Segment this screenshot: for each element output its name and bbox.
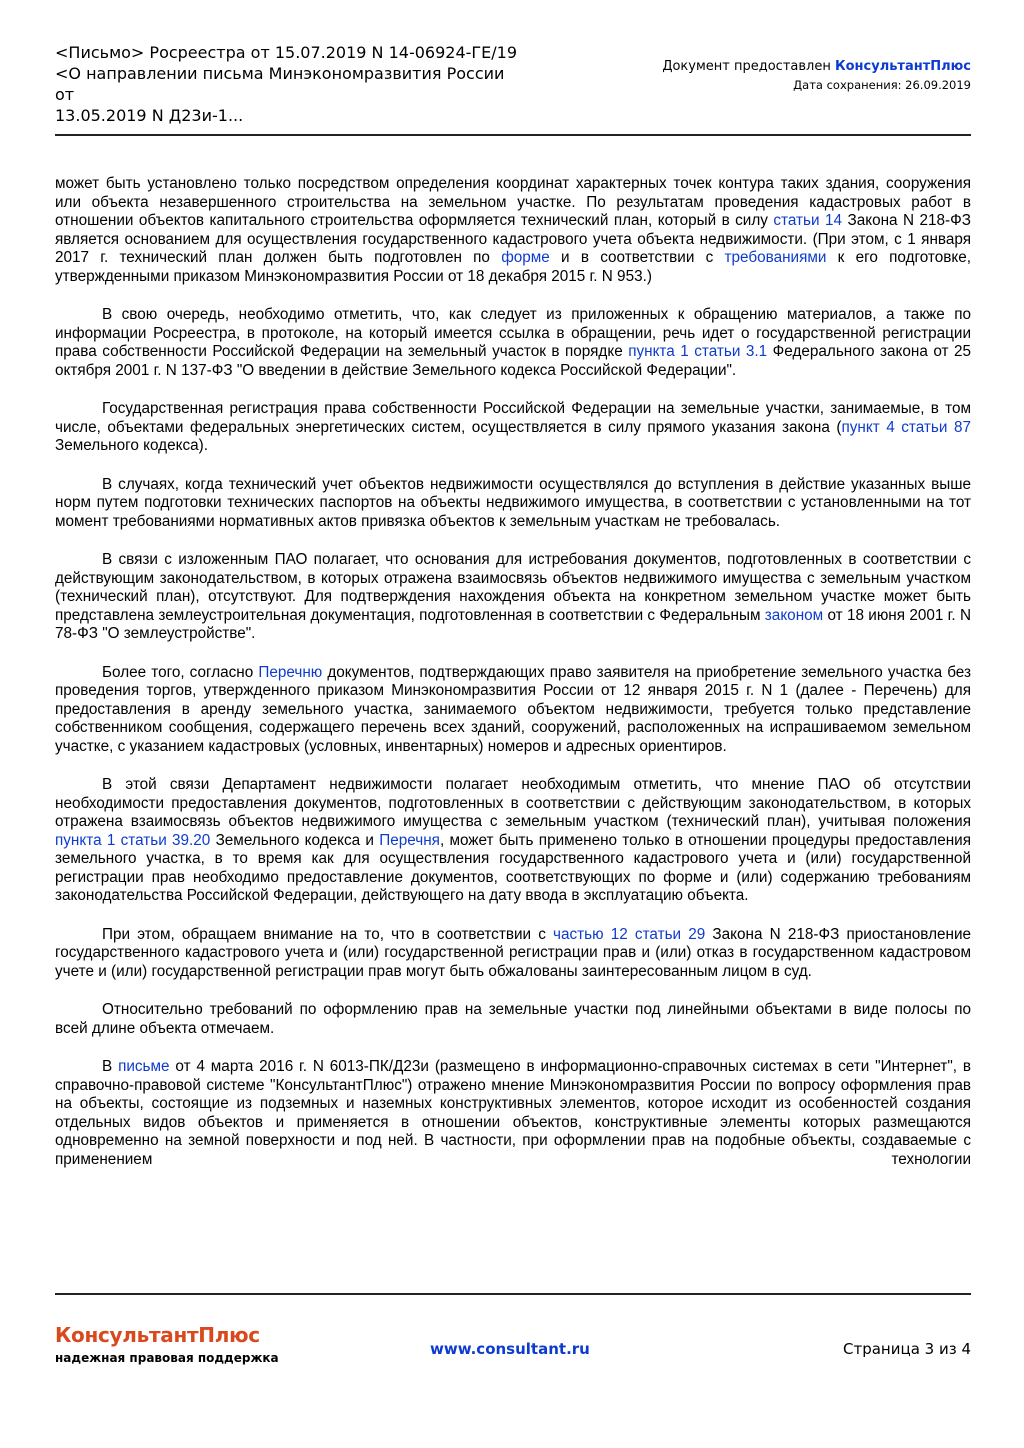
link-law[interactable]: законом bbox=[764, 606, 824, 624]
logo: КонсультантПлюс bbox=[55, 1323, 260, 1347]
link-part-12-article-29[interactable]: частью 12 статьи 29 bbox=[553, 925, 706, 943]
paragraph-text: от 18 июня 2001 г. N 78-ФЗ "О землеустройстве". bbox=[55, 606, 971, 642]
link-requirements[interactable]: требованиями bbox=[724, 249, 827, 266]
document-title-line: <Письмо> Росреестра от 15.07.2019 N 14-06924-ГЕ/19 bbox=[55, 43, 518, 62]
paragraph-text: В связи с изложенным ПАО полагает, что основания для истребования документов, подготовленных в соответствии с действующим законодательством, в которых отражена взаимосвязь объектов недвижимого имущества с земельным участком (технический план), отсутствуют. Для подтверждения нахождения объекта на конкретном земельном участке может быть представлена землеустроительная документация, подготовленная в соответствии с Федеральным bbox=[55, 551, 971, 624]
link-letter[interactable]: письме bbox=[118, 1058, 170, 1075]
document-title bbox=[55, 42, 525, 126]
website-link[interactable]: www.consultant.ru bbox=[430, 1340, 590, 1358]
footer-divider bbox=[55, 1293, 971, 1295]
provider-brand: КонсультантПлюс bbox=[834, 59, 971, 74]
footer-logo bbox=[55, 1323, 279, 1365]
paragraph bbox=[55, 1001, 971, 1038]
link-clause-1-article-39-20[interactable]: пункта 1 статьи 39.20 bbox=[55, 831, 211, 849]
link-form[interactable]: форме bbox=[501, 249, 550, 266]
link-clause-4-article-87[interactable]: пункт 4 статьи 87 bbox=[841, 418, 971, 436]
provided-by-text: Документ предоставлен bbox=[662, 59, 835, 74]
paragraph-text: В свою очередь, необходимо отметить, что, как следует из приложенных к обращению материалов, а также по информации Росреестра, в протоколе, на который имеется ссылка в обращении, речь идет о государственной регистрации права собственности Российской Федерации на земельный участок в порядке bbox=[55, 306, 971, 360]
paragraph bbox=[55, 175, 971, 286]
tagline: надежная правовая поддержка bbox=[55, 1351, 279, 1365]
paragraph-text: документов, подтверждающих право заявителя на приобретение земельного участка без проведения торгов, утвержденного приказом Минэкономразвития России от 12 января 2015 г. N 1 (далее - Перечень) для предоставления в аренду земельного участка, занимаемого объектом недвижимости, требуется только представление собственником сообщения, содержащего перечень всех зданий, сооружений, расположенных на испрашиваемом земельном участке, с указанием кадастровых (условных, инвентарных) номеров и адресных ориентиров. bbox=[55, 663, 971, 755]
paragraph bbox=[55, 476, 971, 532]
paragraph bbox=[55, 664, 971, 757]
document-body bbox=[55, 175, 971, 1169]
paragraph-text: Земельного кодекса). bbox=[55, 437, 208, 454]
paragraph-text: В этой связи Департамент недвижимости полагает необходимым отметить, что мнение ПАО об отсутствии необходимости предоставления документов, подготовленных в соответствии с действующим законодательством, в которых отражена взаимосвязь объектов недвижимого имущества с земельным участком (технический план), учитывая положения bbox=[55, 776, 971, 830]
saved-date: Дата сохранения: 26.09.2019 bbox=[793, 78, 971, 92]
page-number: Страница 3 из 4 bbox=[843, 1340, 971, 1358]
paragraph bbox=[55, 1058, 971, 1169]
paragraph-text: При этом, обращаем внимание на то, что в соответствии с bbox=[102, 925, 554, 943]
paragraph-text: Закона N 218-ФЗ является основанием для осуществления государственного кадастрового учета объекта недвижимости. (При этом, с 1 января 2017 г. технический план должен быть подготовлен по bbox=[55, 212, 971, 266]
paragraph-text: может быть установлено только посредством определения координат характерных точек контура таких здания, сооружения или объекта незавершенного строительства на земельном участке. По результатам проведения кадастровых работ в отношении объектов капитального строительства оформляется технический план, который в силу bbox=[55, 175, 971, 229]
document-header bbox=[55, 42, 971, 125]
link-clause-1-article-3-1[interactable]: пункта 1 статьи 3.1 bbox=[628, 343, 768, 360]
paragraph-text: от 4 марта 2016 г. N 6013-ПК/Д23и (размещено в информационно-справочных системах в сети "Интернет", в справочно-правовой системе "КонсультантПлюс") отражено мнение Минэкономразвития России по вопросу оформления прав на объекты, состоящие из подземных и наземных конструктивных элементов, которое исходит из особенностей создания отдельных видов объектов и применяется в отношении объектов, конструктивные элементы которых размещаются одновременно на земной поверхности и под ней. В частности, при оформлении прав на подобные объекты, создаваемые с применением технологии bbox=[55, 1058, 971, 1168]
link-list-2[interactable]: Перечня bbox=[379, 831, 440, 849]
paragraph-text: Более того, согласно bbox=[102, 663, 259, 681]
paragraph-text: Относительно требований по оформлению прав на земельные участки под линейными объектами в виде полосы по всей длине объекта отмечаем. bbox=[55, 1001, 971, 1037]
link-article-14[interactable]: статьи 14 bbox=[773, 212, 843, 229]
paragraph bbox=[55, 551, 971, 644]
document-title-line: 13.05.2019 N Д23и-1... bbox=[55, 106, 244, 125]
paragraph-text: Земельного кодекса и bbox=[210, 831, 380, 849]
paragraph-text: к его подготовке, утвержденными приказом Минэкономразвития России от 18 декабря 2015 г. N 953.) bbox=[55, 249, 972, 285]
paragraph-text: В bbox=[102, 1058, 119, 1075]
paragraph bbox=[55, 306, 971, 380]
provider-info bbox=[662, 58, 971, 94]
paragraph-text: и в соответствии с bbox=[549, 249, 725, 266]
paragraph-text: Закона N 218-ФЗ приостановление государственного кадастрового учета и (или) государственной регистрации прав и (или) отказ в государственном кадастровом учете и (или) государственной регистрации прав могут быть обжалованы заинтересованным лицом в суд. bbox=[55, 925, 972, 980]
document-title-line: <О направлении письма Минэкономразвития России от bbox=[55, 64, 505, 104]
link-list[interactable]: Перечню bbox=[258, 663, 323, 681]
paragraph-text: Государственная регистрация права собственности Российской Федерации на земельные участки, занимаемые, в том числе, объектами федеральных энергетических систем, осуществляется в силу прямого указания закона ( bbox=[55, 400, 971, 436]
paragraph-text: Федерального закона от 25 октября 2001 г. N 137-ФЗ "О введении в действие Земельного кодекса Российской Федерации". bbox=[55, 343, 971, 379]
paragraph bbox=[55, 400, 971, 456]
paragraph-text: В случаях, когда технический учет объектов недвижимости осуществлялся до вступления в действие указанных выше норм путем подготовки технических паспортов на объекты недвижимого имущества, в соответствии с установленными на тот момент требованиями нормативных актов привязка объектов к земельным участкам не требовалась. bbox=[55, 475, 971, 530]
paragraph bbox=[55, 776, 971, 906]
paragraph-text: , может быть применено только в отношении процедуры предоставления земельного участка, в то время как для осуществления государственного кадастрового учета и (или) государственной регистрации прав необходимо предоставление документов, соответствующих по форме и (или) содержанию требованиям законодательства Российской Федерации, действующего на дату ввода в эксплуатацию объекта. bbox=[55, 831, 971, 904]
header-divider bbox=[55, 134, 971, 136]
paragraph bbox=[55, 926, 971, 982]
